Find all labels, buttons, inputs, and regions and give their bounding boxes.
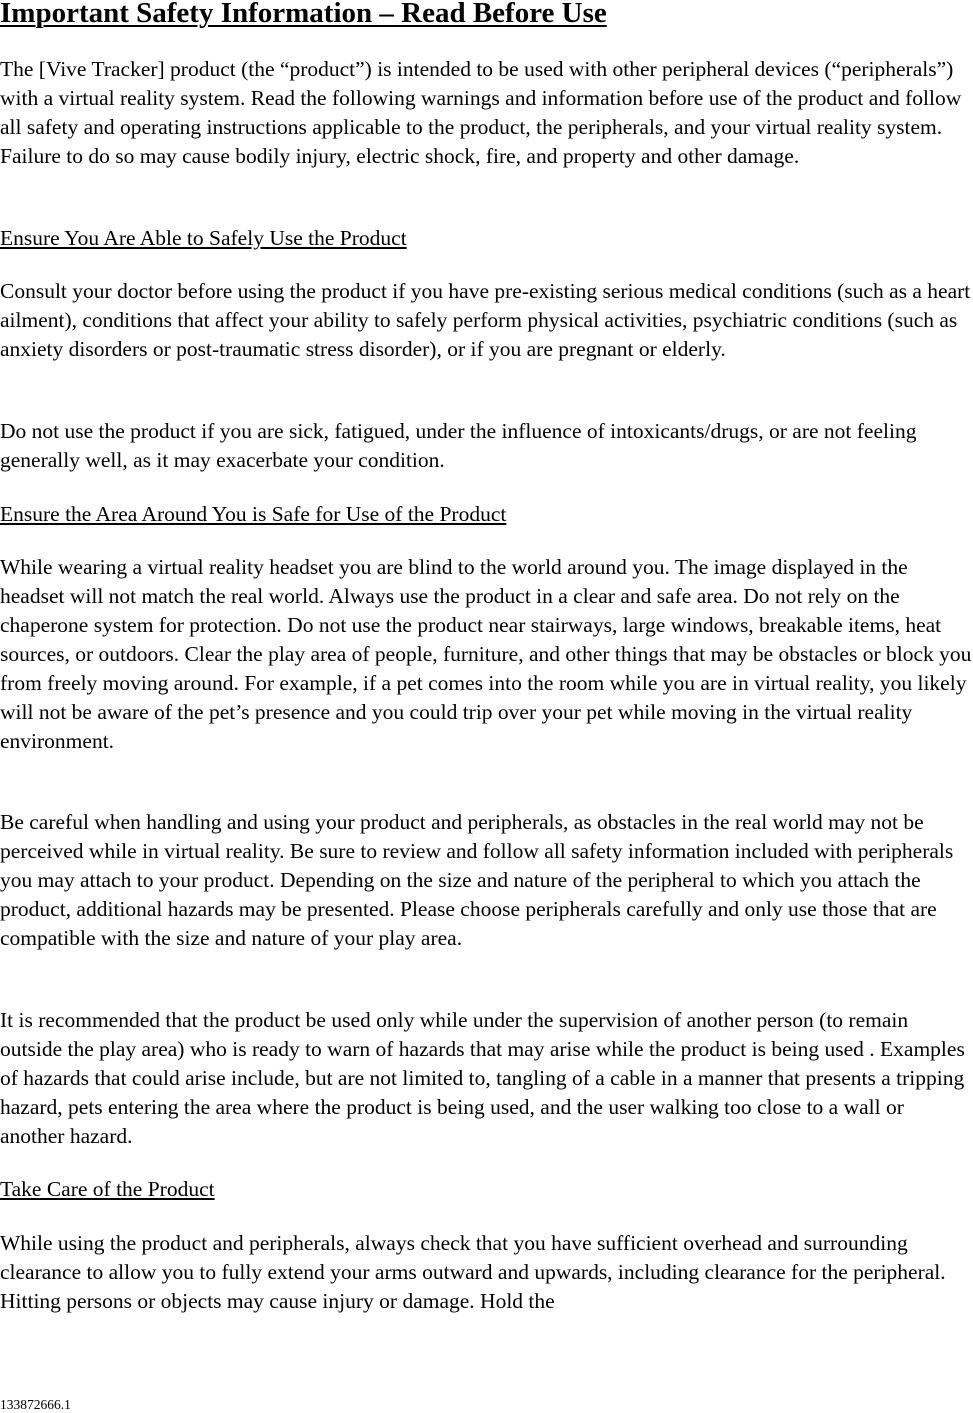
intro-paragraph: The [Vive Tracker] product (the “product”) is intended to be used with other peripheral devices (“peripherals”) with a virtual reality system. Read the following warnings and information before use of the product and follow all safety and operating instructions applicable to the product, the peripherals, and your virtual reality system. Failure to do so may cause bodily injury, electric shock, fire, and property and other damage. bbox=[0, 57, 962, 168]
section-heading-safe-use: Ensure You Are Able to Safely Use the Product bbox=[0, 226, 407, 250]
paragraph-handling-peripherals: Be careful when handling and using your product and peripherals, as obstacles in the real world may not be perceived while in virtual reality. Be sure to review and follow all safety information included with peripherals you may attach to your product. Depending on the size and nature of the peripheral to which you attach the product, additional hazards may be presented. Please choose peripherals carefully and only use those that are compatible with the size and nature of your play area. bbox=[0, 810, 954, 950]
paragraph-medical-conditions: Consult your doctor before using the product if you have pre-existing serious medical conditions (such as a heart ailment), conditions that affect your ability to safely perform physical activities, psychiatric conditions (such as anxiety disorders or post-traumatic stress disorder), or if you are pregnant or elderly. bbox=[0, 279, 971, 361]
page-title: Important Safety Information – Read Before Use bbox=[0, 0, 607, 29]
paragraph-sick-fatigued: Do not use the product if you are sick, fatigued, under the influence of intoxicants/drugs, or are not feeling generally well, as it may exacerbate your condition. bbox=[0, 419, 917, 472]
paragraph-supervision: It is recommended that the product be used only while under the supervision of another person (to remain outside the play area) who is ready to warn of hazards that may arise while the product is being used . Examples of hazards that could arise include, but are not limited to, tangling of a cable in a manner that presents a tripping hazard, pets entering the area where the product is being used, and the user walking too close to a wall or another hazard. bbox=[0, 1008, 965, 1148]
paragraph-blind-to-world: While wearing a virtual reality headset you are blind to the world around you. The image displayed in the headset will not match the real world. Always use the product in a clear and safe area. Do not rely on the chaperone system for protection. Do not use the product near stairways, large windows, breakable items, heat sources, or outdoors. Clear the play area of people, furniture, and other things that may be obstacles or block you from freely moving around. For example, if a pet comes into the room while you are in virtual reality, you likely will not be aware of the pet’s presence and you could trip over your pet while moving in the virtual reality environment. bbox=[0, 555, 972, 753]
section-heading-take-care: Take Care of the Product bbox=[0, 1177, 215, 1201]
document-id-footer: 133872666.1 bbox=[0, 1397, 71, 1412]
section-heading-safe-area: Ensure the Area Around You is Safe for Use of the Product bbox=[0, 502, 507, 526]
paragraph-clearance: While using the product and peripherals, always check that you have sufficient overhead and surrounding clearance to allow you to fully extend your arms outward and upwards, including clearance for the peripheral. Hitting persons or objects may cause injury or damage. Hold the bbox=[0, 1231, 946, 1313]
